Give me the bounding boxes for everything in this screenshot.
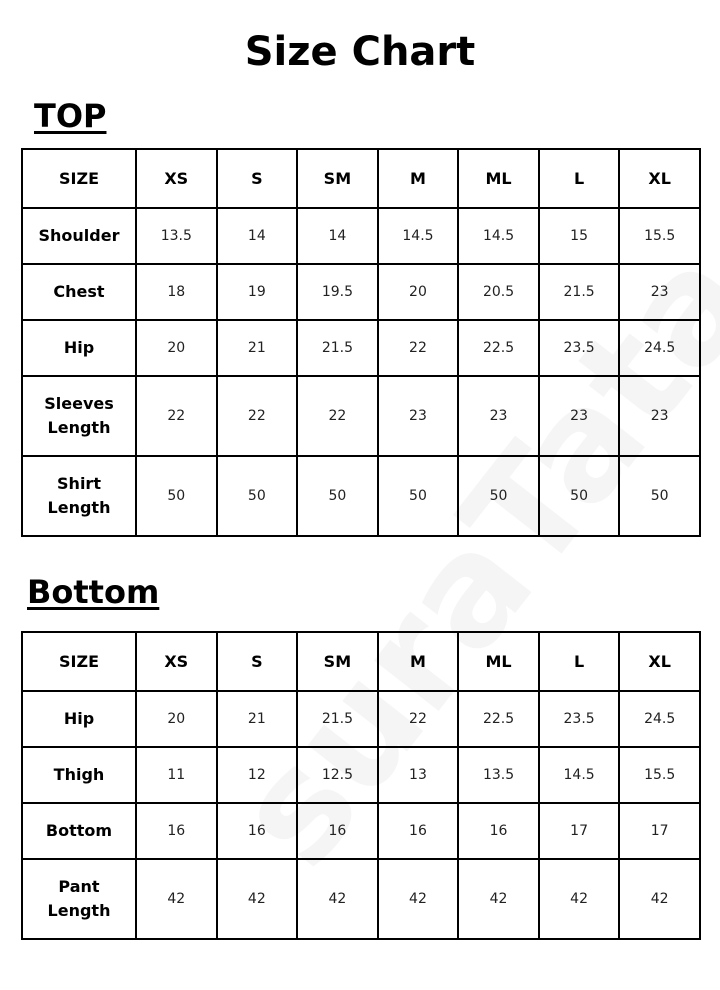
table-cell: 23 (378, 376, 459, 456)
table-cell: 50 (539, 456, 620, 536)
top-size-table (21, 148, 701, 537)
table-cell: 16 (217, 803, 298, 859)
table-row (22, 803, 700, 859)
table-cell: 14.5 (378, 208, 459, 264)
table-cell: 16 (378, 803, 459, 859)
table-row (22, 691, 700, 747)
table-cell: 14 (217, 208, 298, 264)
table-cell: 23 (458, 376, 539, 456)
table-cell: 19.5 (297, 264, 378, 320)
table-cell: 15 (539, 208, 620, 264)
size-column-header: SM (297, 149, 378, 208)
row-label: Bottom (22, 803, 136, 859)
table-cell: 19 (217, 264, 298, 320)
table-cell: 22.5 (458, 691, 539, 747)
table-cell: 22 (136, 376, 217, 456)
table-cell: 23 (619, 376, 700, 456)
table-cell: 50 (136, 456, 217, 536)
size-column-header: XS (136, 149, 217, 208)
size-header-cell: SIZE (22, 632, 136, 691)
table-cell: 20.5 (458, 264, 539, 320)
table-cell: 14.5 (458, 208, 539, 264)
table-row (22, 208, 700, 264)
table-cell: 22 (217, 376, 298, 456)
table-cell: 21 (217, 691, 298, 747)
top-section-heading: TOP (34, 97, 107, 135)
size-column-header: XS (136, 632, 217, 691)
size-column-header: M (378, 632, 459, 691)
table-cell: 23 (619, 264, 700, 320)
table-cell: 17 (539, 803, 620, 859)
bottom-section-heading: Bottom (27, 573, 160, 611)
size-column-header: S (217, 632, 298, 691)
table-header-row (22, 149, 700, 208)
table-cell: 50 (619, 456, 700, 536)
table-cell: 21.5 (539, 264, 620, 320)
table-cell: 22 (378, 691, 459, 747)
row-label: Shoulder (22, 208, 136, 264)
table-row (22, 456, 700, 536)
table-cell: 16 (297, 803, 378, 859)
size-column-header: ML (458, 149, 539, 208)
table-cell: 24.5 (619, 691, 700, 747)
table-row (22, 264, 700, 320)
table-row (22, 859, 700, 939)
page-title: Size Chart (244, 29, 476, 75)
table-header-row (22, 632, 700, 691)
table-cell: 24.5 (619, 320, 700, 376)
table-cell: 20 (378, 264, 459, 320)
table-cell: 42 (297, 859, 378, 939)
table-cell: 21.5 (297, 320, 378, 376)
bottom-size-table (21, 631, 701, 940)
size-column-header: L (539, 149, 620, 208)
table-row (22, 376, 700, 456)
table-cell: 14.5 (539, 747, 620, 803)
table-cell: 21.5 (297, 691, 378, 747)
table-cell: 20 (136, 320, 217, 376)
table-cell: 22.5 (458, 320, 539, 376)
table-cell: 17 (619, 803, 700, 859)
table-cell: 20 (136, 691, 217, 747)
table-cell: 12 (217, 747, 298, 803)
row-label: Hip (22, 691, 136, 747)
row-label: Thigh (22, 747, 136, 803)
table-cell: 50 (458, 456, 539, 536)
table-cell: 13.5 (458, 747, 539, 803)
table-cell: 21 (217, 320, 298, 376)
table-cell: 50 (217, 456, 298, 536)
size-column-header: XL (619, 149, 700, 208)
size-column-header: ML (458, 632, 539, 691)
table-row (22, 747, 700, 803)
size-column-header: L (539, 632, 620, 691)
row-label: Shirt Length (22, 456, 136, 536)
table-cell: 16 (458, 803, 539, 859)
row-label: Pant Length (22, 859, 136, 939)
table-cell: 42 (136, 859, 217, 939)
size-column-header: SM (297, 632, 378, 691)
table-cell: 15.5 (619, 208, 700, 264)
row-label: Chest (22, 264, 136, 320)
size-column-header: S (217, 149, 298, 208)
table-cell: 22 (297, 376, 378, 456)
table-cell: 42 (539, 859, 620, 939)
table-cell: 42 (378, 859, 459, 939)
table-cell: 15.5 (619, 747, 700, 803)
row-label: Hip (22, 320, 136, 376)
row-label: Sleeves Length (22, 376, 136, 456)
table-cell: 23.5 (539, 320, 620, 376)
size-column-header: XL (619, 632, 700, 691)
table-cell: 13 (378, 747, 459, 803)
table-cell: 13.5 (136, 208, 217, 264)
table-cell: 50 (297, 456, 378, 536)
table-cell: 12.5 (297, 747, 378, 803)
table-cell: 16 (136, 803, 217, 859)
table-row (22, 320, 700, 376)
size-column-header: M (378, 149, 459, 208)
table-cell: 23 (539, 376, 620, 456)
table-cell: 42 (458, 859, 539, 939)
table-cell: 18 (136, 264, 217, 320)
table-cell: 22 (378, 320, 459, 376)
size-header-cell: SIZE (22, 149, 136, 208)
table-cell: 42 (217, 859, 298, 939)
table-cell: 23.5 (539, 691, 620, 747)
table-cell: 42 (619, 859, 700, 939)
table-cell: 50 (378, 456, 459, 536)
table-cell: 14 (297, 208, 378, 264)
table-cell: 11 (136, 747, 217, 803)
